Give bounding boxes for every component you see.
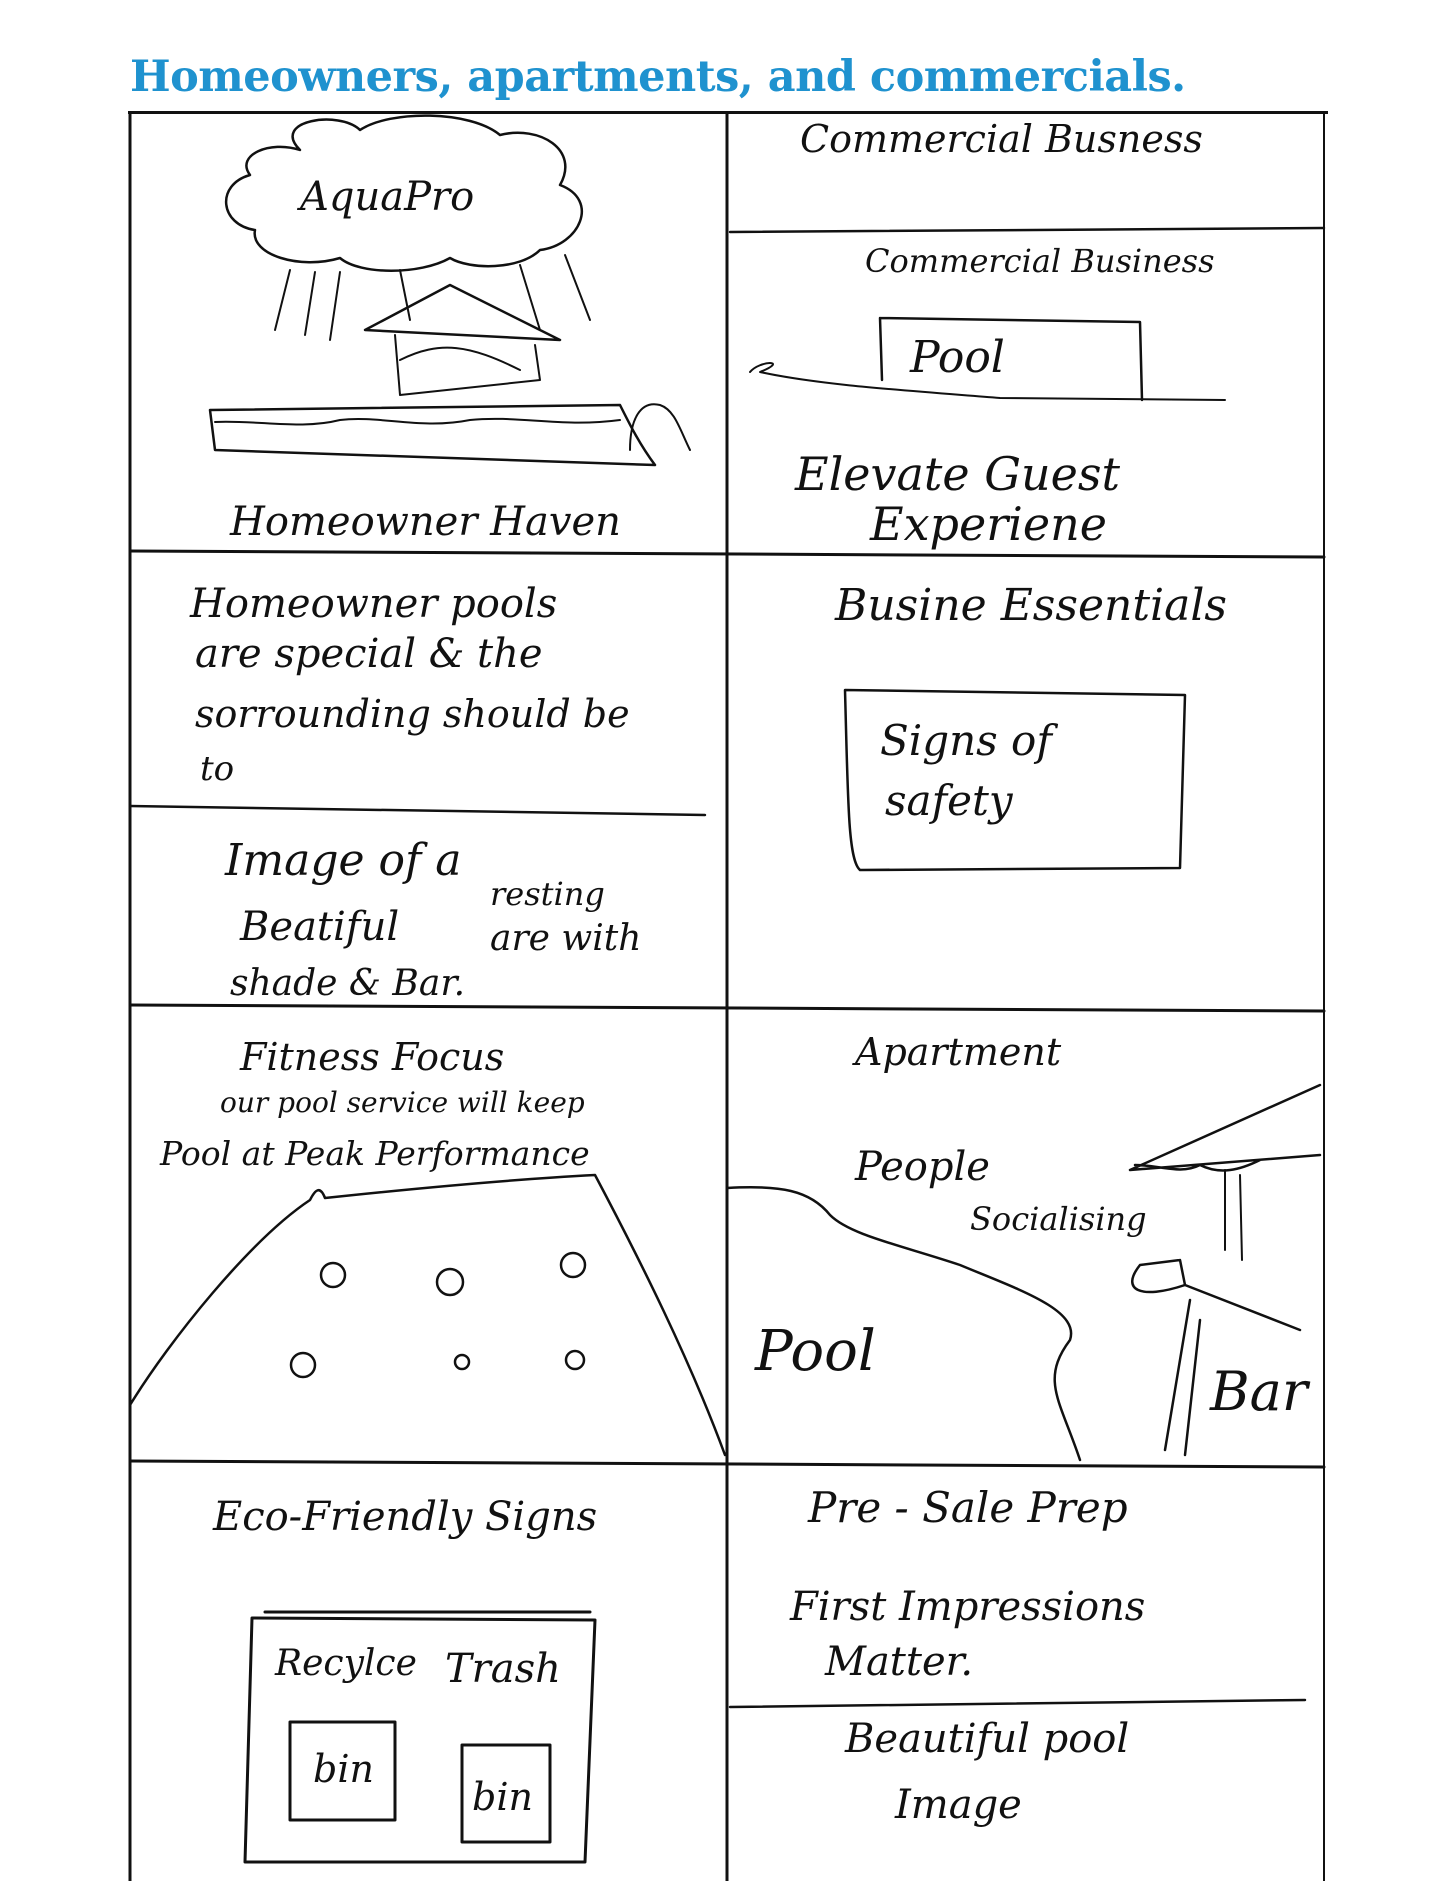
panel-apartment — [727, 1030, 1320, 1460]
panel-commercial-business — [730, 117, 1324, 551]
commercial-divider — [730, 228, 1324, 232]
image-line-5: shade & Bar. — [230, 963, 466, 1004]
commercial-header: Commercial Busness — [800, 117, 1203, 161]
eco-friendly-header: Eco-Friendly Signs — [213, 1494, 598, 1540]
experience-line: Experiene — [870, 497, 1107, 551]
homeowner-haven-caption: Homeowner Haven — [230, 499, 621, 545]
trash-bin-label: bin — [472, 1775, 533, 1819]
panel-business-essentials — [834, 580, 1227, 870]
panel-homeowner-pools — [130, 581, 705, 1004]
pre-sale-line-2: Matter. — [825, 1639, 974, 1685]
swimmer-head — [437, 1269, 463, 1295]
swimmer-head — [566, 1351, 584, 1369]
homeowner-pools-line-3: sorrounding should be — [195, 692, 630, 736]
business-essentials-header: Busine Essentials — [835, 580, 1227, 631]
fitness-pool-outline — [130, 1175, 725, 1455]
swimmer-head — [321, 1263, 345, 1287]
image-line-4: are with — [490, 918, 642, 959]
fitness-line-2: Pool at Peak Performance — [160, 1134, 590, 1173]
aquapro-label: AquaPro — [300, 174, 475, 220]
image-line-3: resting — [490, 875, 605, 913]
pre-sale-line-1: First Impressions — [790, 1584, 1146, 1630]
panel-pre-sale-prep — [730, 1483, 1305, 1828]
panel-eco-friendly-signs — [212, 1494, 597, 1862]
pool-sketch — [210, 404, 690, 465]
swimmer-heads — [291, 1253, 585, 1377]
image-line-1: Image of a — [225, 835, 462, 886]
panel-homeowner-haven — [210, 116, 690, 545]
homeowner-pools-divider — [130, 806, 705, 815]
pre-sale-divider — [730, 1700, 1305, 1707]
homeowner-pools-line-1: Homeowner pools — [190, 581, 558, 627]
fitness-focus-header: Fitness Focus — [240, 1035, 505, 1079]
page-title: Homeowners, apartments, and commercials. — [130, 52, 1186, 102]
safety-sign-line-2: safety — [885, 776, 1013, 825]
pre-sale-line-3: Beautiful pool — [845, 1716, 1130, 1762]
commercial-subheader: Commercial Business — [865, 242, 1215, 280]
pre-sale-header: Pre - Sale Prep — [808, 1483, 1128, 1532]
recycle-bin-label: bin — [313, 1747, 374, 1791]
homeowner-pools-line-2: are special & the — [195, 631, 543, 677]
swimmer-head — [455, 1355, 469, 1369]
recycle-label: Recylce — [275, 1643, 417, 1684]
apartment-header: Apartment — [855, 1030, 1062, 1074]
rain-lines — [275, 255, 590, 340]
trash-label: Trash — [445, 1646, 561, 1692]
elevate-guest-line: Elevate Guest — [795, 447, 1120, 501]
homeowner-pools-line-4: to — [200, 749, 235, 789]
panel-fitness-focus — [130, 1035, 725, 1455]
bar-label: Bar — [1210, 1360, 1308, 1423]
fitness-line-1: our pool service will keep — [220, 1086, 585, 1119]
swimmer-head — [291, 1353, 315, 1377]
pool-box-label: Pool — [910, 332, 1005, 383]
safety-sign-line-1: Signs of — [880, 716, 1052, 765]
socialising-label: Socialising — [970, 1200, 1147, 1238]
pre-sale-line-4: Image — [895, 1782, 1022, 1828]
pool-label: Pool — [755, 1319, 876, 1384]
image-line-2: Beatiful — [240, 904, 400, 950]
swimmer-head — [561, 1253, 585, 1277]
people-label: People — [855, 1144, 990, 1190]
